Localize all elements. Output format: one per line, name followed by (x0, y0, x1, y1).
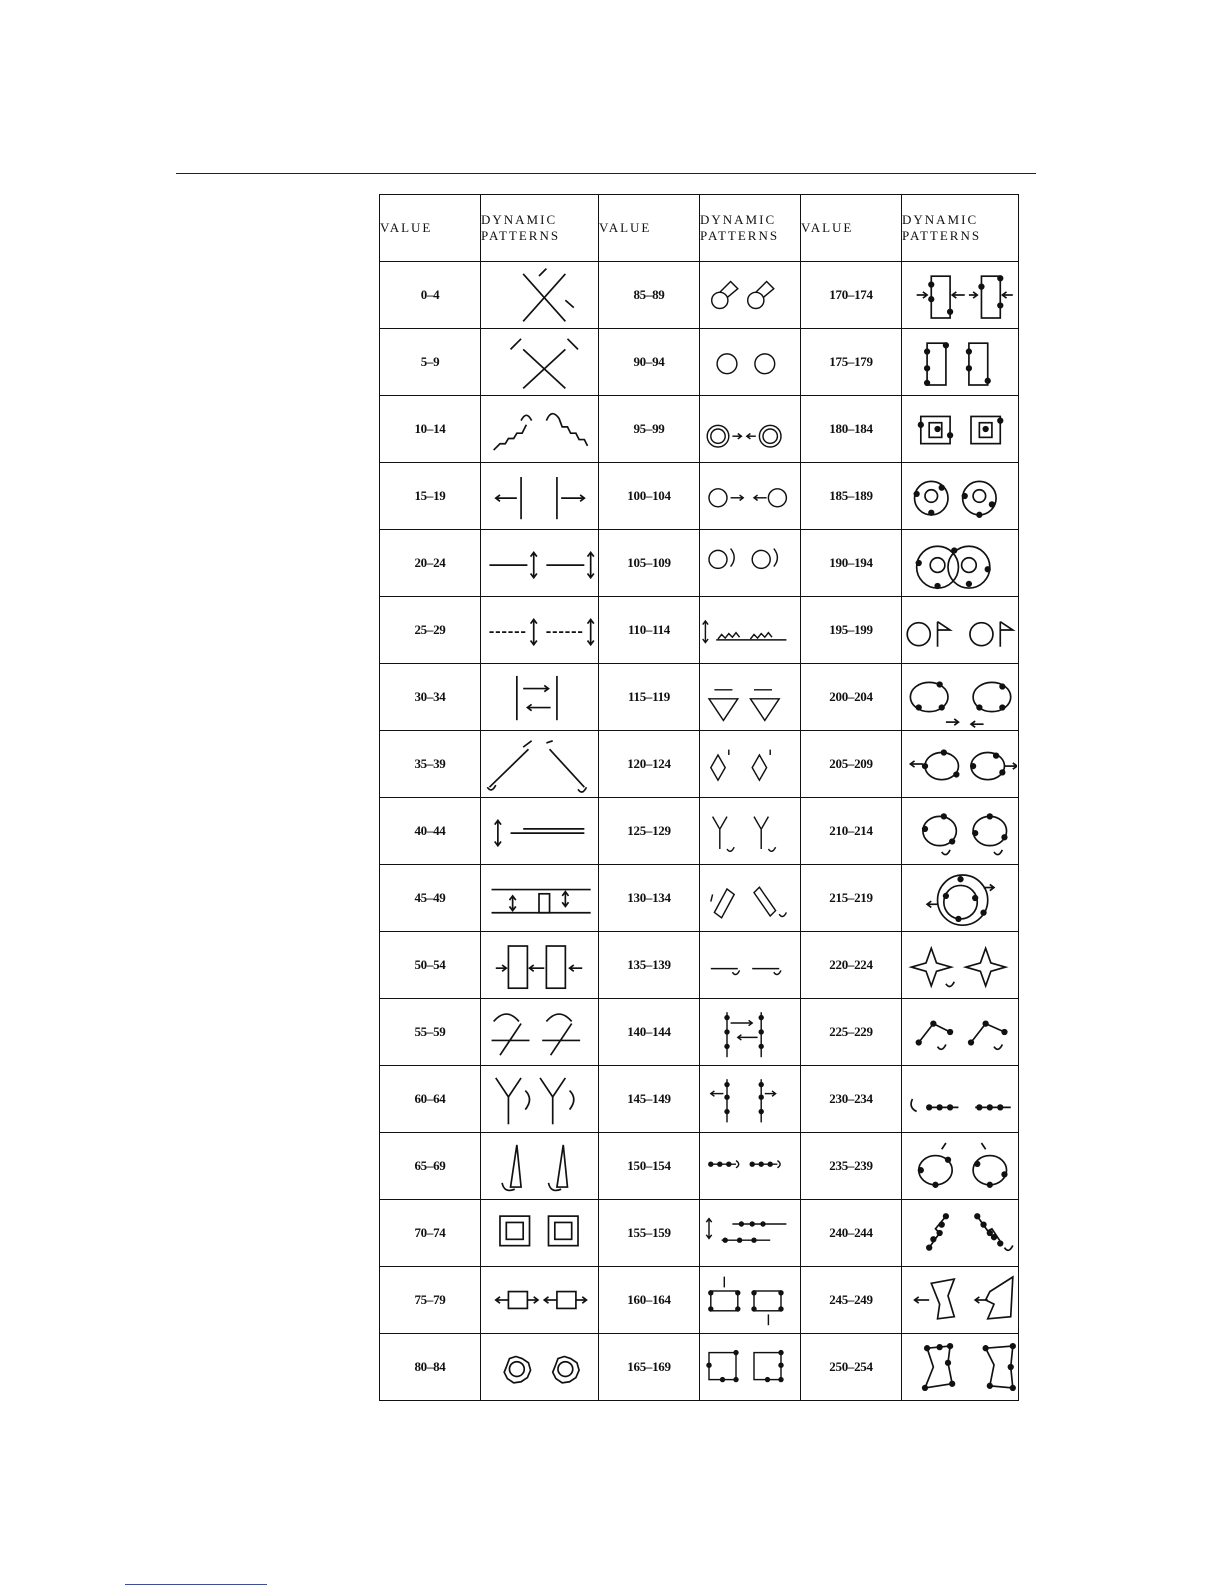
dynamic-pattern-icon (902, 999, 1019, 1066)
value-range: 35–39 (380, 731, 481, 798)
dynamic-pattern-icon (481, 530, 599, 597)
dynamic-pattern-icon (700, 263, 799, 327)
dynamic-pattern-icon (902, 464, 1017, 528)
table-row (380, 1133, 1019, 1200)
value-range: 140–144 (599, 999, 700, 1066)
table-row (380, 463, 1019, 530)
dynamic-pattern-icon (481, 1067, 597, 1131)
dynamic-pattern-icon (902, 1268, 1017, 1332)
value-range: 95–99 (599, 396, 700, 463)
dynamic-pattern-icon (902, 1133, 1019, 1200)
value-range: 205–209 (801, 731, 902, 798)
dynamic-pattern-icon (700, 396, 801, 463)
dynamic-pattern-icon (481, 1334, 599, 1401)
value-range: 125–129 (599, 798, 700, 865)
value-range: 10–14 (380, 396, 481, 463)
dynamic-pattern-icon (902, 598, 1017, 662)
table-row (380, 664, 1019, 731)
value-header: VALUE (599, 195, 700, 262)
table-row (380, 798, 1019, 865)
dynamic-pattern-icon (481, 1133, 599, 1200)
value-range: 50–54 (380, 932, 481, 999)
value-range: 155–159 (599, 1200, 700, 1267)
table-row (380, 932, 1019, 999)
value-range: 220–224 (801, 932, 902, 999)
dynamic-pattern-icon (700, 397, 799, 461)
dynamic-pattern-icon (700, 463, 801, 530)
value-range: 0–4 (380, 262, 481, 329)
dynamic-pattern-icon (700, 1133, 801, 1200)
value-range: 215–219 (801, 865, 902, 932)
table-row (380, 1066, 1019, 1133)
value-range: 25–29 (380, 597, 481, 664)
value-range: 135–139 (599, 932, 700, 999)
dynamic-pattern-icon (481, 731, 599, 798)
value-range: 195–199 (801, 597, 902, 664)
dynamic-pattern-icon (700, 731, 801, 798)
table-row (380, 999, 1019, 1066)
value-range: 55–59 (380, 999, 481, 1066)
dynamic-pattern-icon (481, 1267, 599, 1334)
dynamic-pattern-icon (700, 1134, 799, 1198)
dynamic-pattern-icon (700, 1201, 799, 1265)
value-range: 75–79 (380, 1267, 481, 1334)
dynamic-pattern-icon (481, 262, 599, 329)
dynamic-pattern-icon (481, 798, 599, 865)
dynamic-pattern-icon (700, 1200, 801, 1267)
dynamic-pattern-icon (902, 866, 1017, 930)
value-range: 70–74 (380, 1200, 481, 1267)
dynamic-pattern-icon (902, 329, 1019, 396)
value-range: 115–119 (599, 664, 700, 731)
dynamic-pattern-icon (902, 531, 1017, 595)
dynamic-pattern-icon (700, 932, 801, 999)
table-row (380, 1334, 1019, 1401)
dynamic-pattern-icon (481, 932, 599, 999)
value-range: 225–229 (801, 999, 902, 1066)
table-row (380, 865, 1019, 932)
table-row (380, 396, 1019, 463)
value-header: VALUE (801, 195, 902, 262)
dynamic-pattern-icon (481, 665, 597, 729)
dynamic-pattern-icon (902, 1134, 1017, 1198)
dynamic-pattern-icon (700, 1334, 801, 1401)
dynamic-pattern-icon (902, 1000, 1017, 1064)
dynamic-pattern-icon (902, 330, 1017, 394)
value-range: 130–134 (599, 865, 700, 932)
value-range: 160–164 (599, 1267, 700, 1334)
dynamic-pattern-icon (700, 1000, 799, 1064)
value-range: 170–174 (801, 262, 902, 329)
dynamic-pattern-icon (902, 396, 1019, 463)
dynamic-pattern-icon (700, 665, 799, 729)
dynamic-pattern-icon (481, 464, 597, 528)
dynamic-pattern-icon (700, 530, 801, 597)
table-row (380, 597, 1019, 664)
dynamic-pattern-icon (481, 999, 599, 1066)
value-range: 65–69 (380, 1133, 481, 1200)
value-range: 190–194 (801, 530, 902, 597)
value-range: 5–9 (380, 329, 481, 396)
dynamic-pattern-icon (700, 732, 799, 796)
dynamic-pattern-icon (902, 463, 1019, 530)
dynamic-pattern-icon (481, 1066, 599, 1133)
dynamic-pattern-icon (902, 1267, 1019, 1334)
dynamic-pattern-icon (700, 1268, 799, 1332)
dynamic-pattern-icon (481, 865, 599, 932)
value-range: 100–104 (599, 463, 700, 530)
value-range: 80–84 (380, 1334, 481, 1401)
dynamic-pattern-icon (902, 1067, 1017, 1131)
value-range: 235–239 (801, 1133, 902, 1200)
dynamic-pattern-icon (481, 1268, 597, 1332)
value-range: 15–19 (380, 463, 481, 530)
value-range: 90–94 (599, 329, 700, 396)
dynamic-pattern-icon (902, 1066, 1019, 1133)
dynamic-pattern-icon (481, 1134, 597, 1198)
dynamic-pattern-icon (902, 665, 1017, 729)
value-range: 145–149 (599, 1066, 700, 1133)
dynamic-pattern-icon (481, 531, 597, 595)
value-range: 110–114 (599, 597, 700, 664)
value-range: 185–189 (801, 463, 902, 530)
dynamic-pattern-icon (700, 1335, 799, 1399)
dynamic-pattern-icon (902, 262, 1019, 329)
dynamic-pattern-icon (481, 1335, 597, 1399)
value-range: 165–169 (599, 1334, 700, 1401)
dynamic-pattern-icon (700, 866, 799, 930)
value-range: 120–124 (599, 731, 700, 798)
dynamic-pattern-icon (481, 664, 599, 731)
dynamic-pattern-icon (700, 664, 801, 731)
dynamic-pattern-icon (902, 732, 1017, 796)
value-range: 150–154 (599, 1133, 700, 1200)
dynamic-pattern-icon (902, 933, 1017, 997)
dynamic-pattern-icon (481, 397, 597, 461)
header-row (380, 195, 1019, 262)
dynamic-pattern-icon (700, 799, 799, 863)
dynamic-pattern-icon (700, 262, 801, 329)
dynamic-pattern-icon (902, 1200, 1019, 1267)
value-range: 40–44 (380, 798, 481, 865)
value-range: 230–234 (801, 1066, 902, 1133)
value-range: 45–49 (380, 865, 481, 932)
table-row (380, 731, 1019, 798)
dynamic-pattern-icon (481, 396, 599, 463)
dynamic-pattern-icon (481, 732, 597, 796)
value-range: 30–34 (380, 664, 481, 731)
table-row (380, 262, 1019, 329)
dynamic-patterns-table (379, 194, 1019, 1401)
dynamic-patterns-header: DYNAMIC PATTERNS (902, 195, 1019, 262)
dynamic-pattern-icon (481, 263, 597, 327)
dynamic-pattern-icon (902, 597, 1019, 664)
dynamic-pattern-icon (902, 798, 1019, 865)
dynamic-pattern-icon (481, 1201, 597, 1265)
dynamic-pattern-icon (902, 1334, 1019, 1401)
dynamic-pattern-icon (700, 598, 799, 662)
dynamic-pattern-icon (481, 1000, 597, 1064)
value-range: 105–109 (599, 530, 700, 597)
dynamic-patterns-header: DYNAMIC PATTERNS (700, 195, 801, 262)
dynamic-pattern-icon (700, 330, 799, 394)
value-header: VALUE (380, 195, 481, 262)
dynamic-pattern-icon (902, 664, 1019, 731)
dynamic-pattern-icon (700, 1267, 801, 1334)
table-row (380, 329, 1019, 396)
dynamic-pattern-icon (700, 1066, 801, 1133)
table-row (380, 1267, 1019, 1334)
value-range: 210–214 (801, 798, 902, 865)
dynamic-patterns-header: DYNAMIC PATTERNS (481, 195, 599, 262)
top-rule (176, 173, 1036, 174)
dynamic-pattern-icon (902, 397, 1017, 461)
value-range: 175–179 (801, 329, 902, 396)
dynamic-pattern-icon (902, 731, 1019, 798)
value-range: 245–249 (801, 1267, 902, 1334)
dynamic-pattern-icon (481, 329, 599, 396)
dynamic-pattern-icon (700, 1067, 799, 1131)
dynamic-pattern-icon (700, 999, 801, 1066)
dynamic-pattern-icon (902, 865, 1019, 932)
dynamic-pattern-icon (700, 865, 801, 932)
dynamic-pattern-icon (481, 1200, 599, 1267)
dynamic-pattern-icon (902, 799, 1017, 863)
dynamic-pattern-icon (700, 933, 799, 997)
value-range: 240–244 (801, 1200, 902, 1267)
dynamic-pattern-icon (481, 598, 597, 662)
dynamic-pattern-icon (700, 329, 801, 396)
table-row (380, 530, 1019, 597)
dynamic-pattern-icon (902, 1335, 1017, 1399)
dynamic-pattern-icon (700, 531, 799, 595)
dynamic-pattern-icon (902, 530, 1019, 597)
value-range: 85–89 (599, 262, 700, 329)
value-range: 180–184 (801, 396, 902, 463)
dynamic-pattern-icon (481, 799, 597, 863)
dynamic-pattern-icon (481, 866, 597, 930)
value-range: 200–204 (801, 664, 902, 731)
value-range: 20–24 (380, 530, 481, 597)
value-range: 250–254 (801, 1334, 902, 1401)
dynamic-pattern-icon (700, 464, 799, 528)
dynamic-pattern-icon (700, 798, 801, 865)
dynamic-pattern-icon (902, 932, 1019, 999)
dynamic-pattern-icon (481, 330, 597, 394)
dynamic-pattern-icon (481, 933, 597, 997)
table-row (380, 1200, 1019, 1267)
dynamic-pattern-icon (481, 597, 599, 664)
dynamic-pattern-icon (481, 463, 599, 530)
value-range: 60–64 (380, 1066, 481, 1133)
dynamic-pattern-icon (902, 263, 1017, 327)
dynamic-pattern-icon (902, 1201, 1017, 1265)
dynamic-pattern-icon (700, 597, 801, 664)
